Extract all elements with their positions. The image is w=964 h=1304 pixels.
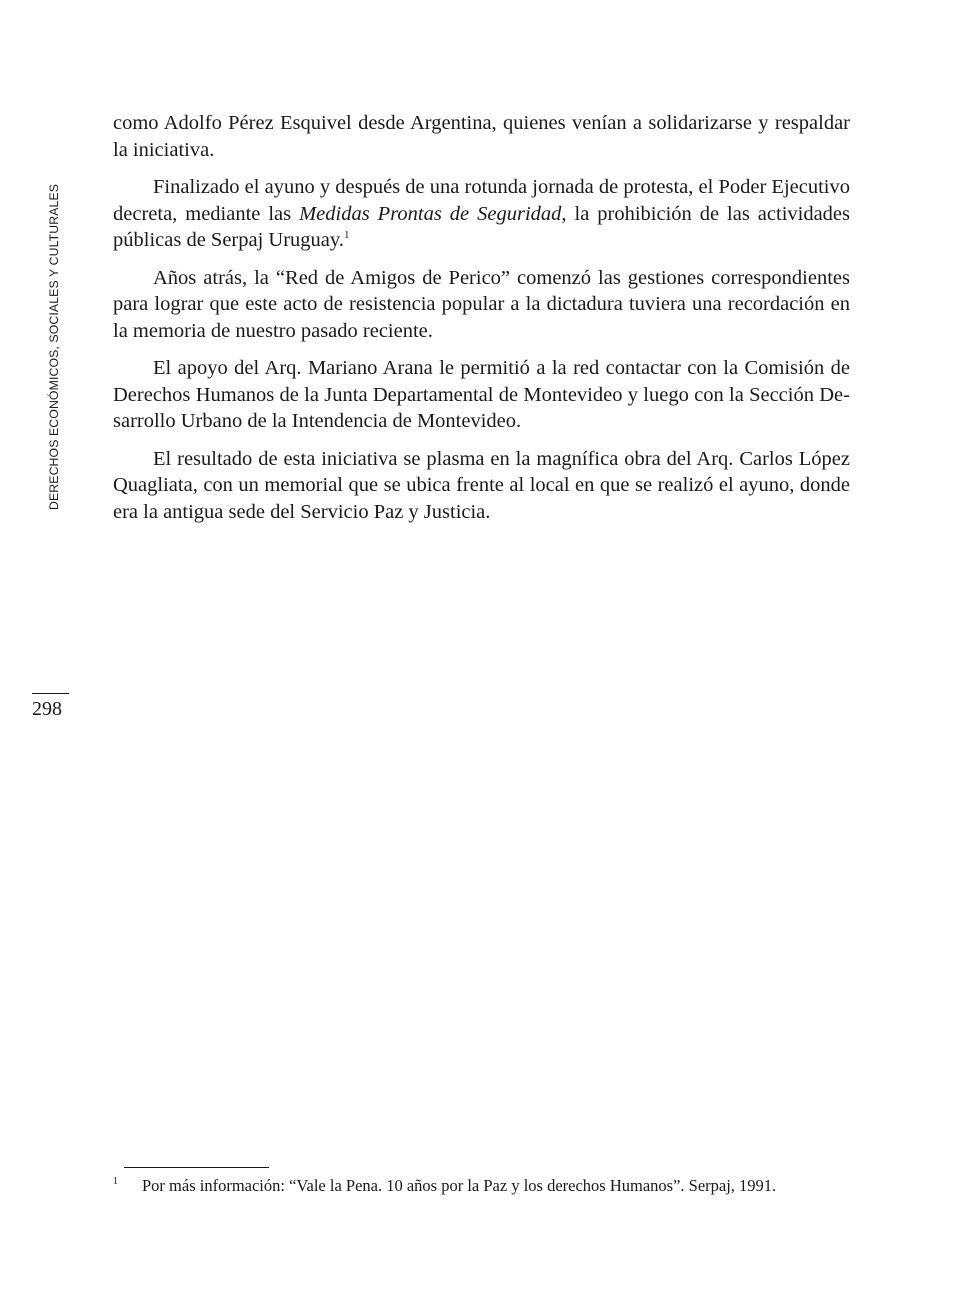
body-text	[113, 110, 850, 536]
footnote	[113, 1175, 873, 1197]
footnote-text: Por más información: “Vale la Pena. 10 años por la Paz y los derechos Humanos”. Serpaj, 1991.	[142, 1176, 777, 1195]
paragraph-2-after: , la prohibición de las actividades públicas de Serpaj Uruguay.	[113, 202, 851, 251]
paragraph-5: El resultado de esta iniciativa se plasma en la magnífica obra del Arq. Carlos López Quagliata, con un memorial que se ubica frente al local en que se realizó el ayuno, donde era la antigua sede del Servicio Paz y Justicia.	[113, 447, 850, 523]
paragraph-4: El apoyo del Arq. Mariano Arana le permitió a la red contactar con la Comisión de Derechos Humanos de la Junta Departamental de Montevideo y luego con la Sección Desarrollo Urbano de la Intendencia de Montevideo.	[113, 357, 850, 432]
running-head: DERECHOS ECONÓMICOS, SOCIALES Y CULTURALES	[47, 183, 61, 510]
paragraph-3: Años atrás, la “Red de Amigos de Perico” comenzó las gestiones correspondientes para lograr que este acto de resistencia popular a la dictadura tuviera una recordación en la memoria de nuestro pasado reciente.	[113, 266, 850, 342]
page-number: 298	[32, 698, 62, 720]
footnote-mark: 1	[113, 1176, 118, 1187]
paragraph-2-emphasis: Medidas Prontas de Seguridad	[299, 202, 562, 225]
footnote-reference[interactable]: 1	[343, 229, 350, 242]
paragraph-2-before: Finalizado el ayuno y después de una rotunda jornada de protesta, el Poder Ejecutivo decreta, mediante las	[113, 176, 850, 225]
page-number-rule	[32, 693, 69, 694]
paragraph-2	[113, 174, 850, 254]
footnote-rule	[124, 1167, 269, 1168]
paragraph-1: como Adolfo Pérez Esquivel desde Argentina, quienes venían a solidarizarse y respaldar la iniciativa.	[113, 112, 850, 161]
